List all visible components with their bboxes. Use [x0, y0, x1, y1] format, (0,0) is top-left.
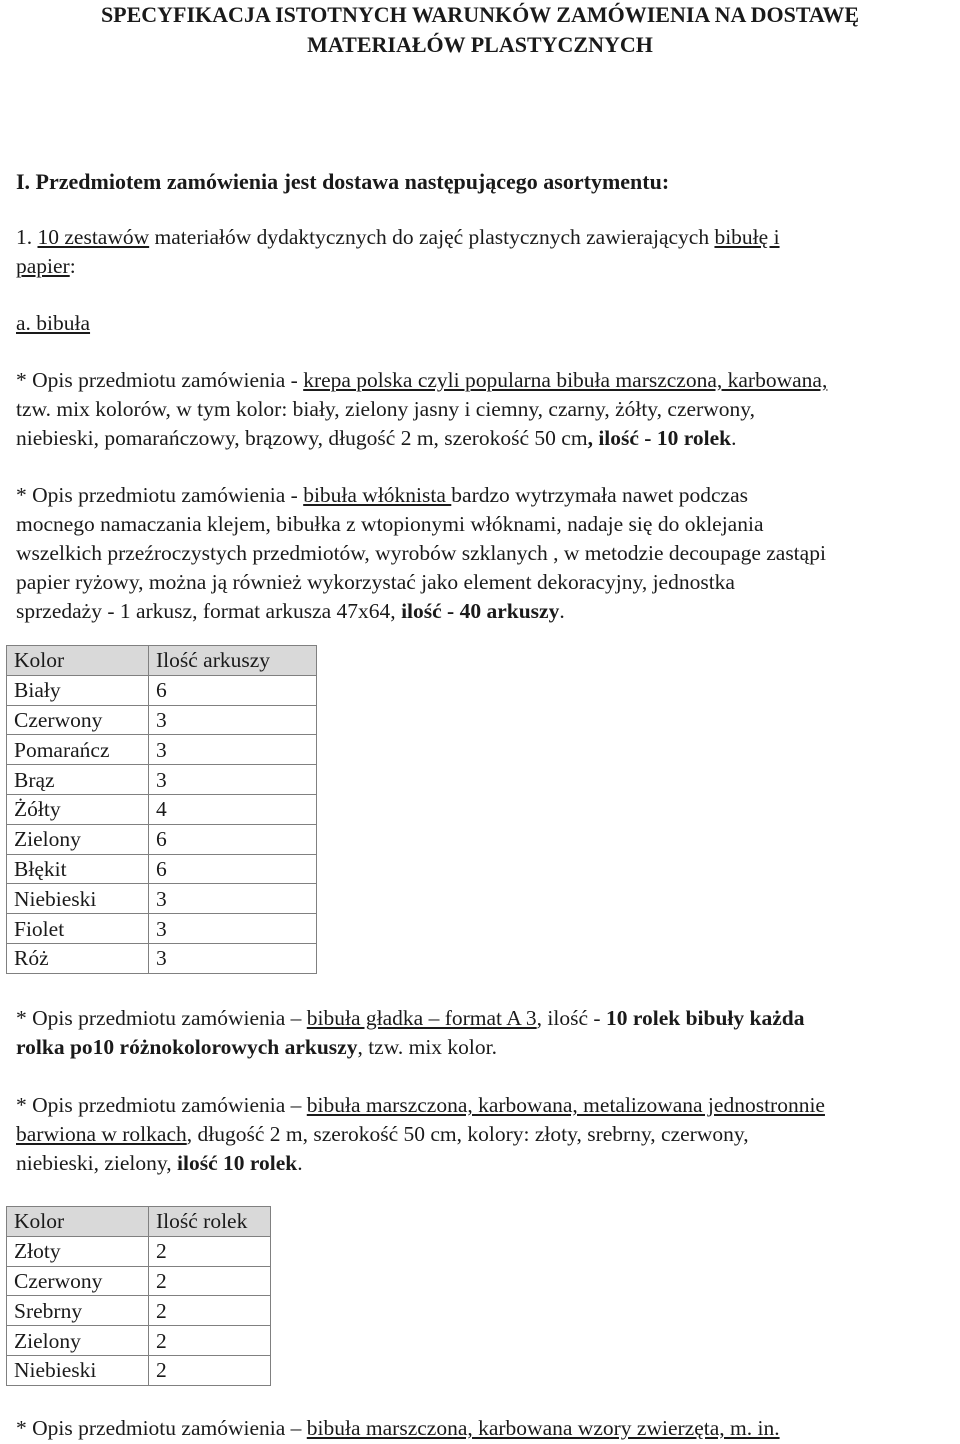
p3-l2-post: , tzw. mix kolor.: [357, 1035, 497, 1059]
table-row: [7, 1355, 271, 1385]
cell-color: Niebieski: [7, 1355, 149, 1385]
cell-color: Błękit: [7, 854, 149, 884]
cell-color: Żółty: [7, 794, 149, 824]
header-color: Kolor: [7, 1207, 149, 1237]
cell-color: Brąz: [7, 765, 149, 795]
item-1-line-2-link[interactable]: papier: [16, 254, 70, 278]
p1-link[interactable]: krepa polska czyli popularna bibuła marszczona, karbowana,: [303, 368, 828, 392]
cell-quantity: 3: [149, 735, 317, 765]
p2-line-5: [16, 597, 960, 626]
cell-color: Czerwony: [7, 1266, 149, 1296]
table-row: [7, 943, 317, 973]
paragraph-bibula-wloknista: [16, 481, 960, 626]
p2-line-1: [16, 481, 960, 510]
cell-color: Czerwony: [7, 705, 149, 735]
p3-line-2: [16, 1033, 960, 1062]
table-header-row: [7, 1207, 271, 1237]
sub-a-link[interactable]: a. bibuła: [16, 311, 91, 335]
cell-quantity: 2: [149, 1266, 271, 1296]
item-1-line-2: [16, 252, 960, 281]
p3-line-1: [16, 1004, 960, 1033]
p2-quantity: ilość - 40 arkuszy: [401, 599, 560, 623]
p4-l3-pre: niebieski, zielony,: [16, 1151, 178, 1175]
p2-line-4: papier ryżowy, można ją również wykorzystać jako element dekoracyjny, jednostka: [16, 570, 735, 594]
p4-link-cont[interactable]: barwiona w rolkach: [16, 1122, 187, 1146]
p5-prefix: * Opis przedmiotu zamówienia –: [16, 1416, 307, 1440]
table-row: [7, 705, 317, 735]
p2-l5-post: .: [559, 599, 565, 623]
cell-color: Zielony: [7, 824, 149, 854]
cell-color: Fiolet: [7, 914, 149, 944]
p4-link[interactable]: bibuła marszczona, karbowana, metalizowana jednostronnie: [306, 1093, 825, 1117]
item-1-line-2-tail: :: [69, 254, 76, 278]
p3-mid: , ilość -: [536, 1006, 606, 1030]
title-line-1: SPECYFIKACJA ISTOTNYCH WARUNKÓW ZAMÓWIENIA NA DOSTAWĘ: [100, 2, 860, 27]
p1-quantity: , ilość - 10 rolek: [587, 426, 732, 450]
table-row: [7, 1266, 271, 1296]
table-row: [7, 794, 317, 824]
header-quantity: Ilość arkuszy: [149, 646, 317, 676]
cell-quantity: 2: [149, 1236, 271, 1266]
item-1-prefix: 1.: [16, 225, 38, 249]
p2-line-2: mocnego namaczania klejem, bibułka z wtopionymi włóknami, nadaje się do oklejania: [16, 512, 764, 536]
cell-color: Złoty: [7, 1236, 149, 1266]
table-row: [7, 854, 317, 884]
p1-line-2: tzw. mix kolorów, w tym kolor: biały, zielony jasny i ciemny, czarny, żółty, czerwony,: [16, 397, 755, 421]
section-heading: I. Przedmiotem zamówienia jest dostawa następującego asortymentu:: [16, 169, 670, 194]
p4-line-2: [16, 1120, 960, 1149]
table-row: [7, 1326, 271, 1356]
table-row: [7, 765, 317, 795]
table-row: [7, 884, 317, 914]
p2-link[interactable]: bibuła włóknista: [303, 483, 452, 507]
cell-quantity: 3: [149, 884, 317, 914]
header-quantity: Ilość rolek: [149, 1207, 271, 1237]
cell-color: Zielony: [7, 1326, 149, 1356]
table-header-row: [7, 646, 317, 676]
p1-prefix: * Opis przedmiotu zamówienia -: [16, 368, 304, 392]
p2-line-3: wszelkich przeźroczystych przedmiotów, wyrobów szklanych , w metodzie decoupage zastąpi: [16, 541, 826, 565]
table-rolls-body: [7, 1207, 271, 1386]
p3-quantity-cont: rolka po10 różnokolorowych arkuszy: [16, 1035, 358, 1059]
p1-l3-pre: niebieski, pomarańczowy, brązowy, długość 2 m, szerokość 50 cm: [16, 426, 588, 450]
p3-link[interactable]: bibuła gładka – format A 3: [306, 1006, 537, 1030]
p4-line-1: [16, 1091, 960, 1120]
cell-color: Srebrny: [7, 1296, 149, 1326]
p4-quantity: ilość 10 rolek: [177, 1151, 298, 1175]
item-1-line-1: [16, 223, 960, 252]
p1-l3-post: .: [731, 426, 737, 450]
cell-color: Róż: [7, 943, 149, 973]
table-rolls-by-color: [6, 1206, 271, 1386]
paragraph-bibula-metalizowana: [16, 1091, 960, 1178]
document-title: [0, 0, 960, 60]
p4-line-3: [16, 1149, 960, 1178]
item-1-highlight[interactable]: 10 zestawów: [37, 225, 150, 249]
paragraph-krepa: [16, 366, 960, 453]
table-row: [7, 824, 317, 854]
header-color: Kolor: [7, 646, 149, 676]
table-row: [7, 735, 317, 765]
cell-color: Pomarańcz: [7, 735, 149, 765]
table-row: [7, 1296, 271, 1326]
cell-quantity: 4: [149, 794, 317, 824]
cell-quantity: 6: [149, 675, 317, 705]
title-line-2: MATERIAŁÓW PLASTYCZNYCH: [307, 32, 653, 57]
p4-l2-post: , długość 2 m, szerokość 50 cm, kolory: złoty, srebrny, czerwony,: [186, 1122, 749, 1146]
cell-quantity: 3: [149, 914, 317, 944]
cell-quantity: 2: [149, 1355, 271, 1385]
table-row: [7, 914, 317, 944]
cell-quantity: 6: [149, 854, 317, 884]
p3-quantity: 10 rolek bibuły każda: [605, 1006, 805, 1030]
p4-l3-post: .: [297, 1151, 303, 1175]
cell-quantity: 3: [149, 765, 317, 795]
cell-color: Biały: [7, 675, 149, 705]
paragraph-bibula-wzory: [16, 1414, 960, 1443]
cell-quantity: 3: [149, 705, 317, 735]
cell-quantity: 2: [149, 1326, 271, 1356]
cell-quantity: 6: [149, 824, 317, 854]
table-row: [7, 1236, 271, 1266]
item-1-middle: materiałów dydaktycznych do zajęć plastycznych zawierających: [149, 225, 715, 249]
cell-quantity: 3: [149, 943, 317, 973]
item-1-paragraph: [16, 223, 960, 281]
p1-line-3: [16, 424, 960, 453]
item-1-link[interactable]: bibułę i: [714, 225, 780, 249]
table-row: [7, 675, 317, 705]
p5-line-1: [16, 1414, 960, 1443]
table-sheets-body: [7, 646, 317, 974]
p5-link[interactable]: bibuła marszczona, karbowana wzory zwierzęta, m. in.: [306, 1416, 780, 1440]
p2-l5-pre: sprzedaży - 1 arkusz, format arkusza 47x64,: [16, 599, 402, 623]
table-sheets-by-color: [6, 645, 317, 974]
p3-prefix: * Opis przedmiotu zamówienia –: [16, 1006, 307, 1030]
p2-l1-post: bardzo wytrzymała nawet podczas: [451, 483, 748, 507]
paragraph-bibula-gladka: [16, 1004, 960, 1062]
p2-prefix: * Opis przedmiotu zamówienia -: [16, 483, 304, 507]
cell-color: Niebieski: [7, 884, 149, 914]
cell-quantity: 2: [149, 1296, 271, 1326]
p1-line-1: [16, 366, 960, 395]
sub-a-paragraph: [16, 309, 960, 338]
p4-prefix: * Opis przedmiotu zamówienia –: [16, 1093, 307, 1117]
